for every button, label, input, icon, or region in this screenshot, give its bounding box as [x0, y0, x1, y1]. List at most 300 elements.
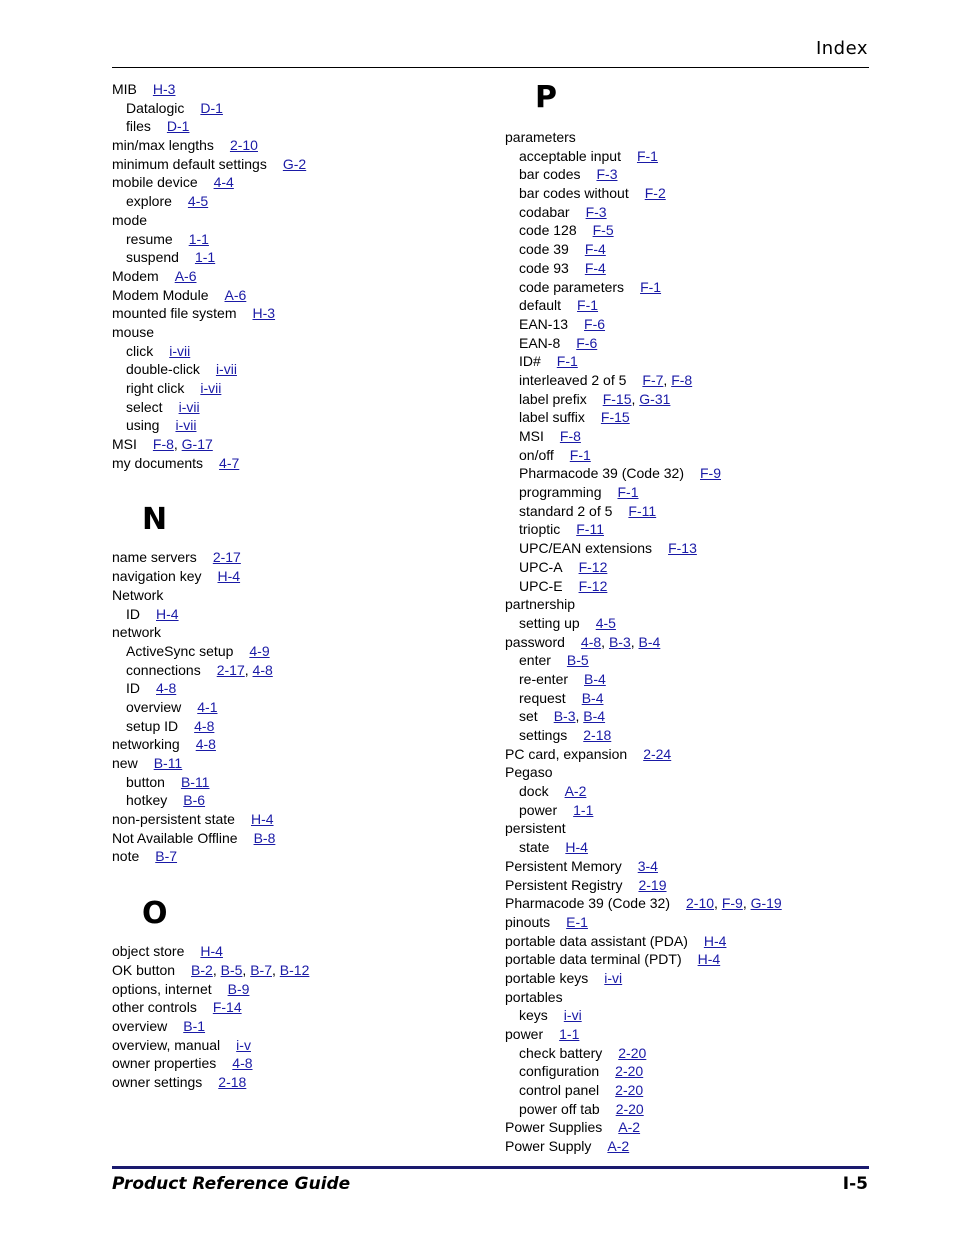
page-reference-link[interactable]: 2-19	[638, 876, 667, 893]
index-term: MSI	[519, 428, 544, 444]
index-term: pinouts	[505, 913, 551, 930]
ref-separator: ,	[244, 661, 253, 678]
index-entry	[112, 286, 472, 305]
index-entry	[112, 586, 472, 605]
page-reference-link[interactable]: G-17	[181, 436, 213, 453]
index-term: other controls	[112, 999, 197, 1016]
index-subentry	[505, 558, 865, 577]
index-term: network	[112, 624, 162, 641]
index-term: double-click	[126, 361, 200, 378]
page-reference-link[interactable]: F-1	[556, 353, 578, 370]
index-subentry	[505, 838, 865, 857]
index-term: Pharmacode 39 (Code 32)	[519, 465, 684, 482]
index-subentry	[112, 398, 472, 417]
index-term: portable keys	[505, 969, 589, 986]
page-reference-link[interactable]: B-1	[183, 1017, 206, 1034]
index-entry	[505, 1025, 865, 1044]
index-term: re-enter	[519, 670, 569, 687]
page-reference-link[interactable]: B-3	[608, 633, 631, 650]
index-subentry	[505, 446, 865, 465]
index-term: note	[112, 848, 140, 865]
page-reference-link[interactable]: G-31	[639, 390, 671, 407]
page-reference-link[interactable]: G-2	[282, 155, 307, 172]
index-subentry	[505, 614, 865, 633]
page-reference-link[interactable]: H-4	[565, 839, 588, 856]
index-entry	[505, 913, 865, 932]
index-term: object store	[112, 943, 185, 960]
index-entry	[112, 155, 472, 174]
index-term: suspend	[126, 249, 179, 266]
index-right-column	[505, 80, 865, 1156]
page-reference-link[interactable]: F-2	[644, 185, 666, 202]
page-reference-link[interactable]: B-9	[227, 980, 250, 997]
index-entry	[505, 950, 865, 969]
index-term: overview	[126, 698, 182, 715]
index-subentry	[505, 427, 865, 446]
index-subentry	[505, 390, 865, 409]
index-term: Power Supplies	[505, 1119, 603, 1136]
index-term: check battery	[519, 1044, 603, 1061]
index-term: code 39	[519, 241, 569, 258]
index-entry	[505, 763, 865, 782]
page-reference-link[interactable]: F-12	[578, 558, 608, 575]
index-subentry	[505, 577, 865, 596]
ref-separator: ,	[601, 633, 609, 650]
index-entry	[112, 1073, 472, 1092]
page-reference-link[interactable]: D-1	[166, 118, 190, 135]
index-subentry	[112, 679, 472, 698]
index-term: click	[126, 342, 154, 359]
index-term: UPC-E	[519, 577, 563, 594]
page-reference-link[interactable]: 2-18	[218, 1073, 247, 1090]
index-subentry	[505, 689, 865, 708]
index-term: Persistent Memory	[505, 857, 622, 874]
page-reference-link[interactable]: F-4	[584, 241, 606, 258]
index-subentry	[112, 117, 472, 136]
page-reference-link[interactable]: F-13	[668, 540, 697, 557]
index-subentry	[505, 502, 865, 521]
index-entry	[505, 819, 865, 838]
index-term: code 128	[519, 222, 577, 239]
index-subentry	[505, 408, 865, 427]
index-subentry	[505, 707, 865, 726]
page-reference-link[interactable]: 4-8	[232, 1055, 253, 1072]
index-entry	[112, 1036, 472, 1055]
ref-separator: ,	[742, 895, 751, 912]
page-reference-link[interactable]: 2-10	[229, 137, 258, 154]
page-reference-link[interactable]: 4-8	[194, 717, 215, 734]
index-term: parameters	[505, 129, 576, 145]
index-term: configuration	[519, 1063, 600, 1080]
page-reference-link[interactable]: i-vi	[563, 1007, 582, 1024]
index-term: Pegaso	[505, 764, 553, 781]
page-reference-link[interactable]: F-8	[559, 428, 581, 444]
page-reference-link[interactable]: B-4	[584, 670, 606, 687]
index-subentry	[505, 1044, 865, 1063]
index-subentry	[112, 773, 472, 792]
page-reference-link[interactable]: 3-4	[637, 857, 658, 874]
ref-separator: ,	[212, 961, 221, 978]
index-entry	[112, 567, 472, 586]
index-subentry	[505, 1062, 865, 1081]
page-reference-link[interactable]: 1-1	[559, 1026, 580, 1042]
page-reference-link[interactable]: B-12	[279, 961, 310, 978]
index-subentry	[112, 192, 472, 211]
page-reference-link[interactable]: 2-18	[583, 727, 612, 743]
page-reference-link[interactable]: F-3	[596, 166, 618, 183]
index-entry	[112, 754, 472, 773]
index-entry	[112, 304, 472, 323]
index-subentry	[505, 165, 865, 184]
page-reference-link[interactable]: 2-17	[212, 549, 241, 566]
page-reference-link[interactable]: F-9	[721, 895, 743, 912]
index-entry	[505, 128, 865, 147]
page-reference-link[interactable]: 4-5	[187, 193, 209, 210]
index-entry	[112, 454, 472, 473]
index-term: new	[112, 755, 138, 771]
index-subentry	[505, 259, 865, 278]
index-term: label suffix	[519, 409, 585, 426]
index-term: options, internet	[112, 980, 212, 997]
index-subentry	[112, 416, 472, 435]
page-reference-link[interactable]: 1-1	[573, 801, 594, 818]
index-left-column	[112, 80, 472, 1092]
index-subentry	[505, 240, 865, 259]
index-subentry	[505, 520, 865, 539]
page-reference-link[interactable]: F-8	[152, 436, 174, 453]
index-entry	[112, 267, 472, 286]
page-reference-link[interactable]: 4-5	[595, 614, 616, 631]
page-reference-link[interactable]: D-1	[200, 99, 223, 116]
index-term: Modem Module	[112, 286, 209, 303]
ref-separator: ,	[631, 390, 640, 407]
page-reference-link[interactable]: 4-8	[580, 633, 602, 650]
index-subentry	[112, 698, 472, 717]
page-reference-link[interactable]: B-2	[191, 961, 213, 978]
page-reference-link[interactable]: F-1	[569, 446, 591, 463]
page-reference-link[interactable]: F-6	[576, 334, 598, 351]
page-reference-link[interactable]: 2-20	[615, 1082, 644, 1099]
index-subentry	[505, 315, 865, 334]
page-reference-link[interactable]: 2-20	[615, 1063, 644, 1080]
index-entry	[112, 810, 472, 829]
index-term: ID	[126, 680, 140, 697]
page-reference-link[interactable]: B-6	[183, 792, 206, 809]
header-rule	[112, 67, 869, 68]
index-entry	[112, 847, 472, 866]
page-reference-link[interactable]: F-5	[592, 222, 614, 239]
page-reference-link[interactable]: 4-7	[219, 454, 240, 471]
page-reference-link[interactable]: i-vii	[175, 417, 197, 434]
index-term: UPC-A	[519, 558, 563, 575]
index-term: owner properties	[112, 1055, 217, 1072]
index-entry	[112, 961, 472, 980]
ref-separator: ,	[575, 708, 584, 725]
page-reference-link[interactable]: 2-20	[615, 1100, 644, 1117]
index-term: mouse	[112, 323, 155, 340]
page-reference-link[interactable]: F-7	[642, 371, 664, 388]
index-term: ID	[126, 605, 140, 622]
index-entry	[112, 829, 472, 848]
index-term: overview, manual	[112, 1036, 221, 1053]
ref-separator: ,	[173, 436, 182, 453]
page-reference-link[interactable]: F-9	[700, 465, 721, 482]
page-reference-link[interactable]: 1-1	[188, 230, 209, 247]
index-entry	[505, 1137, 865, 1156]
index-subentry	[505, 203, 865, 222]
index-term: MIB	[112, 81, 137, 97]
index-entry	[112, 435, 472, 454]
index-term: Datalogic	[126, 99, 185, 116]
index-subentry	[505, 221, 865, 240]
page-reference-link[interactable]: A-2	[607, 1138, 630, 1155]
index-term: Network	[112, 586, 164, 603]
index-subentry	[112, 342, 472, 361]
index-term: power	[505, 1026, 544, 1042]
index-term: dock	[519, 783, 549, 800]
page-reference-link[interactable]: H-4	[703, 932, 727, 949]
page-reference-link[interactable]: B-11	[153, 755, 183, 771]
index-term: non-persistent state	[112, 811, 235, 828]
index-subentry	[505, 371, 865, 390]
index-term: hotkey	[126, 792, 168, 809]
index-entry	[505, 633, 865, 652]
page-reference-link[interactable]: 4-8	[156, 680, 177, 697]
index-term: persistent	[505, 820, 566, 837]
index-term: acceptable input	[519, 147, 621, 164]
index-term: minimum default settings	[112, 155, 267, 172]
page-reference-link[interactable]: B-4	[583, 708, 606, 725]
section-letter: O	[142, 896, 168, 932]
index-term: set	[519, 708, 538, 725]
index-subentry	[112, 661, 472, 680]
page-reference-link[interactable]: H-3	[152, 81, 176, 97]
index-subentry	[112, 717, 472, 736]
index-entry	[505, 1118, 865, 1137]
index-term: resume	[126, 230, 173, 247]
index-term: Modem	[112, 267, 159, 284]
page-reference-link[interactable]: F-1	[617, 484, 639, 501]
page-reference-link[interactable]: 4-8	[195, 736, 216, 753]
ref-separator: ,	[630, 633, 639, 650]
page-reference-link[interactable]: F-8	[671, 371, 693, 388]
index-entry	[505, 988, 865, 1007]
index-term: label prefix	[519, 390, 587, 407]
page-reference-link[interactable]: B-5	[220, 961, 243, 978]
index-term: setup ID	[126, 717, 179, 734]
index-term: Power Supply	[505, 1138, 592, 1155]
index-term: UPC/EAN extensions	[519, 540, 653, 557]
page-reference-link[interactable]: i-v	[236, 1036, 251, 1053]
page-number: I-5	[842, 1174, 868, 1194]
page-reference-link[interactable]: F-15	[602, 390, 632, 407]
ref-separator: ,	[242, 961, 251, 978]
index-term: on/off	[519, 446, 554, 463]
index-subentry	[112, 99, 472, 118]
page-reference-link[interactable]: i-vii	[178, 398, 200, 415]
index-term: OK button	[112, 961, 176, 978]
index-term: files	[126, 118, 151, 135]
index-term: overview	[112, 1017, 168, 1034]
header-title: Index	[815, 38, 868, 59]
page-reference-link[interactable]: 2-24	[643, 745, 672, 762]
index-term: EAN-8	[519, 334, 561, 351]
page-reference-link[interactable]: 4-9	[249, 642, 270, 659]
page-reference-link[interactable]: F-15	[600, 409, 630, 426]
page-reference-link[interactable]: i-vii	[215, 361, 237, 378]
index-entry	[505, 969, 865, 988]
index-term: networking	[112, 736, 180, 753]
index-subentry	[505, 651, 865, 670]
page-reference-link[interactable]: B-4	[638, 633, 661, 650]
page-reference-link[interactable]: F-1	[640, 278, 662, 295]
page-reference-link[interactable]: A-6	[174, 267, 197, 284]
page-reference-link[interactable]: F-12	[578, 577, 608, 594]
page-reference-link[interactable]: B-7	[155, 848, 178, 865]
index-entry	[112, 211, 472, 230]
index-entry	[112, 623, 472, 642]
index-entry	[112, 136, 472, 155]
page-reference-link[interactable]: i-vii	[200, 380, 222, 396]
page-reference-link[interactable]: F-6	[584, 315, 606, 332]
index-subentry	[505, 670, 865, 689]
page-reference-link[interactable]: H-4	[200, 943, 223, 960]
index-term: Not Available Offline	[112, 829, 238, 846]
index-entry	[112, 173, 472, 192]
index-subentry	[112, 230, 472, 249]
page-reference-link[interactable]: F-4	[584, 259, 606, 276]
index-subentry	[505, 334, 865, 353]
index-term: ActiveSync setup	[126, 642, 234, 659]
page-reference-link[interactable]: H-4	[250, 811, 274, 828]
index-term: code 93	[519, 259, 569, 276]
index-term: code parameters	[519, 278, 625, 295]
index-subentry	[505, 464, 865, 483]
index-subentry	[112, 791, 472, 810]
index-term: navigation key	[112, 568, 202, 585]
index-subentry	[505, 483, 865, 502]
index-term: interleaved 2 of 5	[519, 371, 627, 388]
page-reference-link[interactable]: A-6	[224, 286, 247, 303]
page-reference-link[interactable]: G-19	[750, 895, 782, 912]
page-reference-link[interactable]: H-4	[217, 568, 241, 585]
page-reference-link[interactable]: E-1	[566, 913, 588, 930]
index-term: control panel	[519, 1082, 600, 1099]
index-subentry	[505, 147, 865, 166]
page-reference-link[interactable]: i-vi	[604, 969, 623, 986]
index-subentry	[505, 184, 865, 203]
index-term: keys	[519, 1007, 548, 1024]
page-reference-link[interactable]: H-3	[252, 305, 276, 322]
index-entry	[505, 876, 865, 895]
page-reference-link[interactable]: i-vii	[169, 342, 191, 359]
page-reference-link[interactable]: 1-1	[194, 249, 216, 266]
page-reference-link[interactable]: 4-1	[197, 698, 218, 715]
page-reference-link[interactable]: F-1	[577, 297, 599, 314]
index-subentry	[505, 1006, 865, 1025]
index-entry	[505, 857, 865, 876]
ref-separator: ,	[272, 961, 280, 978]
index-entry	[505, 595, 865, 614]
index-term: password	[505, 633, 565, 650]
index-entry	[112, 548, 472, 567]
index-term: Persistent Registry	[505, 876, 623, 893]
index-term: name servers	[112, 549, 197, 566]
index-entry	[112, 942, 472, 961]
page-reference-link[interactable]: F-11	[576, 521, 604, 538]
index-entry	[112, 80, 472, 99]
index-entry	[505, 932, 865, 951]
footer-rule	[112, 1166, 869, 1169]
index-entry	[112, 980, 472, 999]
ref-separator: ,	[714, 895, 722, 912]
page-reference-link[interactable]: B-11	[180, 773, 210, 790]
index-entry	[112, 1017, 472, 1036]
index-term: using	[126, 417, 160, 434]
page-reference-link[interactable]: B-8	[253, 829, 276, 846]
page-reference-link[interactable]: F-14	[212, 999, 242, 1016]
index-term: default	[519, 297, 562, 314]
page-reference-link[interactable]: F-1	[636, 147, 658, 164]
index-subentry	[505, 1081, 865, 1100]
index-term: standard 2 of 5	[519, 502, 613, 519]
index-term: codabar	[519, 203, 570, 220]
page-reference-link[interactable]: H-4	[156, 605, 179, 622]
page-reference-link[interactable]: 2-10	[686, 895, 715, 912]
index-term: button	[126, 773, 165, 790]
index-term: PC card, expansion	[505, 745, 628, 762]
index-subentry	[112, 605, 472, 624]
index-term: state	[519, 839, 550, 856]
page-reference-link[interactable]: A-2	[564, 783, 587, 800]
index-term: enter	[519, 652, 551, 669]
index-term: trioptic	[519, 521, 561, 538]
footer-title: Product Reference Guide	[112, 1174, 351, 1194]
index-term: right click	[126, 380, 185, 396]
index-entry	[112, 323, 472, 342]
page-reference-link[interactable]: B-7	[250, 961, 272, 978]
index-term: bar codes	[519, 166, 581, 183]
index-term: settings	[519, 727, 568, 743]
page-reference-link[interactable]: B-3	[553, 708, 576, 725]
index-subentry	[505, 1100, 865, 1119]
index-term: Pharmacode 39 (Code 32)	[505, 895, 670, 912]
page-reference-link[interactable]: 4-8	[252, 661, 273, 678]
page-reference-link[interactable]: F-3	[585, 203, 607, 220]
page-reference-link[interactable]: F-11	[628, 502, 657, 519]
page-reference-link[interactable]: 2-20	[618, 1044, 647, 1061]
ref-separator: ,	[663, 371, 672, 388]
index-term: select	[126, 398, 163, 415]
index-entry	[505, 894, 865, 913]
index-term: portables	[505, 988, 563, 1005]
index-term: power off tab	[519, 1100, 600, 1117]
page-reference-link[interactable]: H-4	[697, 951, 721, 968]
page-reference-link[interactable]: B-4	[581, 689, 604, 706]
page-reference-link[interactable]: 2-17	[216, 661, 245, 678]
index-entry	[112, 1054, 472, 1073]
index-subentry	[505, 296, 865, 315]
page-reference-link[interactable]: B-5	[566, 652, 589, 669]
index-term: mobile device	[112, 174, 198, 191]
index-term: partnership	[505, 596, 576, 613]
index-term: MSI	[112, 436, 137, 453]
index-term: owner settings	[112, 1073, 203, 1090]
index-term: request	[519, 689, 566, 706]
index-term: setting up	[519, 614, 580, 631]
page-reference-link[interactable]: A-2	[618, 1119, 641, 1136]
page-reference-link[interactable]: 4-4	[213, 174, 234, 191]
